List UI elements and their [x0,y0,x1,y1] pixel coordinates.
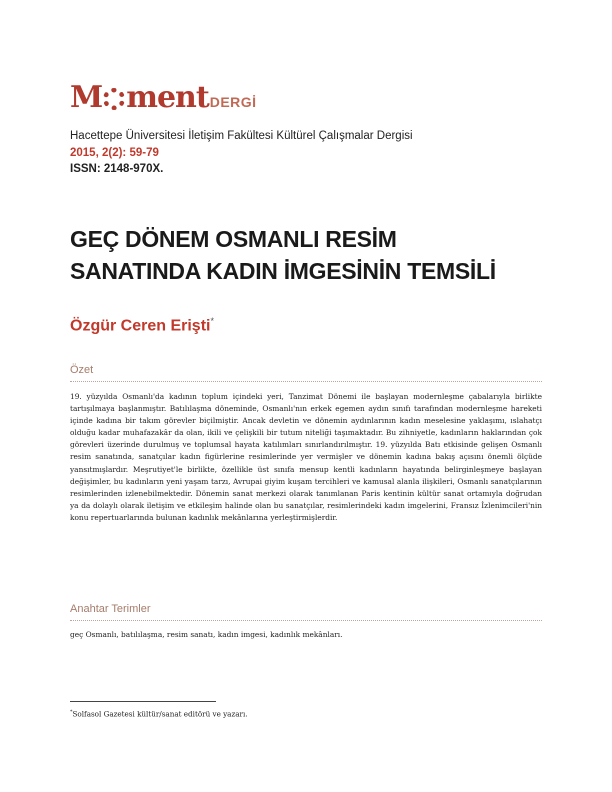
abstract-text: 19. yüzyılda Osmanlı'da kadının toplum içindeki yeri, Tanzimat Dönemi ile başlayan modernleşme çabalarıyla birlikte tartışılmaya başlanmıştır. Batılılaşma döneminde, Osmanlı'nın erkek egemen aydın sınıfı tarafından modernleşme hareketi içinde kadına bir takım görevler biçilmiştir. Ancak devletin ve dönemin aydınlarının kadın meselesine yaklaşımı, ıslahatçı olduğu kadar muhafazakâr da olan, ikili ve çelişkili bir tutum niteliği taşımaktadır. Bu zihniyetle, kadınların haklarından çok görevleri üzerinde durulmuş ve toplumsal hayata katılımları sınırlandırılmıştır. 19. yüzyılda Batı etkisinde gelişen Osmanlı resim sanatında, sanatçılar kadın figürlerine resimlerinde yer vermişler ve dönemin kadına bakış açısını önemli ölçüde yansıtmışlardır. Meşrutiyet'le birlikte, özellikle üst sınıfa mensup kentli kadınların hayatında belirginleşmeye başlayan değişimler, bu kadınların yeni yaşam tarzı, Avrupai giyim kuşam tercihleri ve kamusal alanla ilişkileri, Osmanlı sanatçılarının resimlerinden izlenebilmektedir. Dönemin sanat merkezi olarak tanımlanan Paris kentinin kültür sanat ortamıyla doğrudan ya da dolaylı olarak iletişim ve etkileşim halinde olan bu sanatçılar, resimlerindeki kadın imgelerini, Fransız İzlenimcileri'nin konu repertuarlarında bulunan kadınlık mekânlarına yerleştirmişlerdir. [70,392,542,522]
author-footnote-mark: * [210,316,214,326]
logo-word: ment [126,80,209,115]
logo-letter-m: M [70,80,103,115]
journal-name: Hacettepe Üniversitesi İletişim Fakültesi Kültürel Çalışmalar Dergisi [70,130,413,142]
author [70,316,214,335]
logo-suffix: DERGİ [209,94,257,110]
keywords-text: geç Osmanlı, batılılaşma, resim sanatı, kadın imgesi, kadınlık mekânları. [70,630,343,639]
issue-info: 2015, 2(2): 59-79 [70,147,159,159]
article-title [70,223,550,287]
footnote-divider [70,701,216,702]
footnote [70,709,248,718]
keywords-divider [70,620,542,621]
abstract-divider [70,381,542,382]
abstract-heading: Özet [70,364,94,376]
logo-ring-icon [103,88,125,110]
title-line-2: SANATINDA KADIN İMGESİNİN TEMSİLİ [70,258,496,284]
keywords-heading: Anahtar Terimler [70,603,151,615]
footnote-text: Solfasol Gazetesi kültür/sanat editörü ve yazarı. [72,709,248,719]
author-name: Özgür Ceren Erişti [70,317,211,335]
title-line-1: GEÇ DÖNEM OSMANLI RESİM [70,226,397,252]
footnote-mark: * [70,709,73,715]
journal-logo [70,80,257,114]
issn: ISSN: 2148-970X. [70,163,164,175]
